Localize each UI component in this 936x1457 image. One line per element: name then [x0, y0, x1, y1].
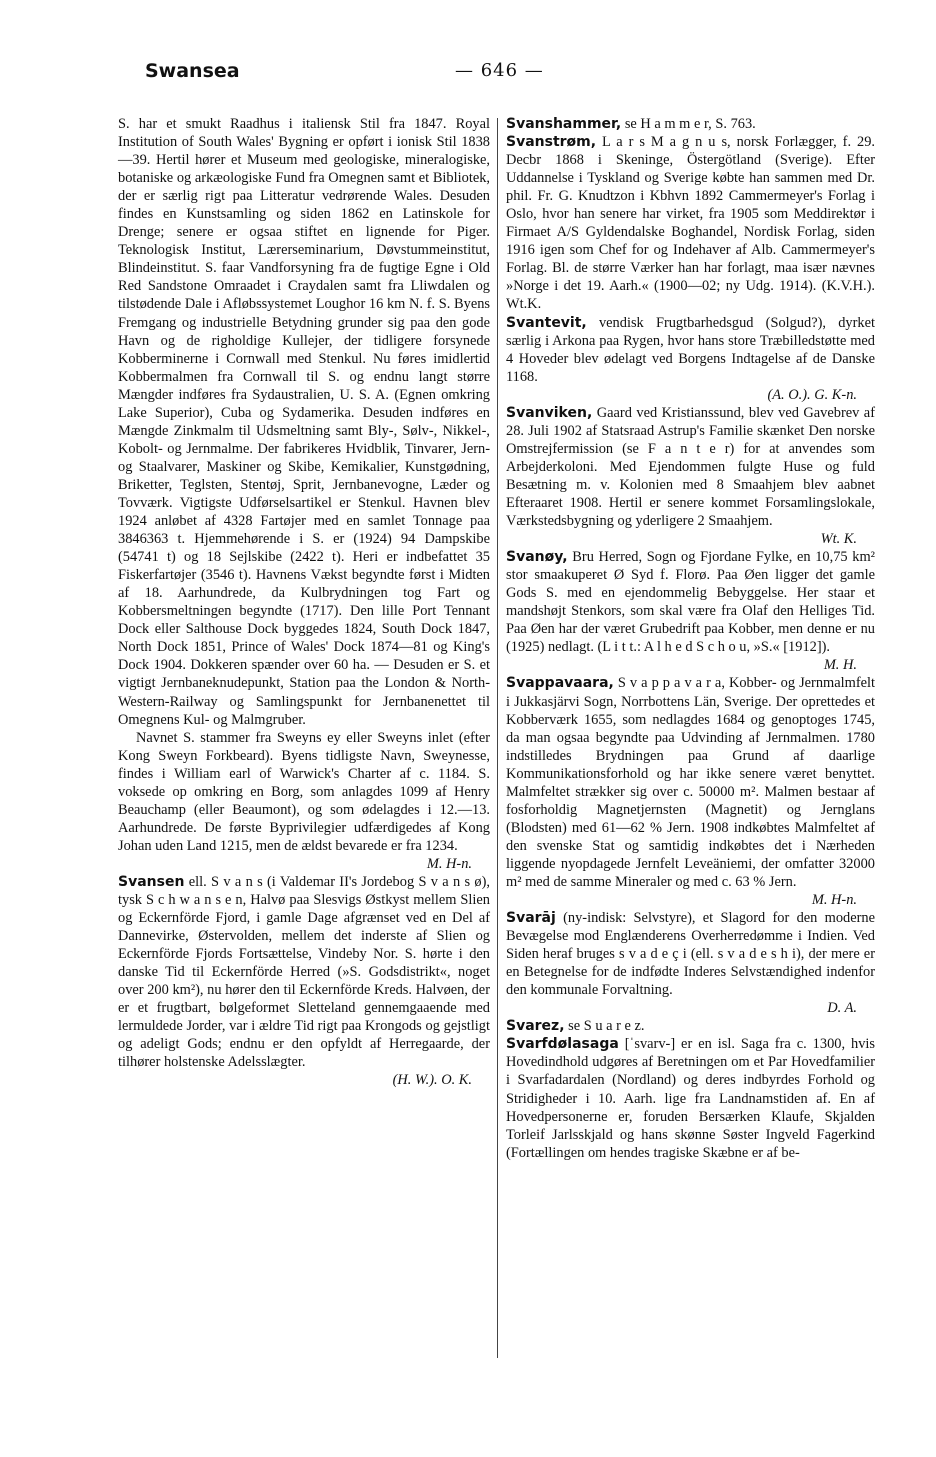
- headword: Svarāj: [506, 910, 556, 927]
- entry-svanshammer: [506, 115, 875, 133]
- entry-svanviken: [506, 404, 875, 548]
- headword: Svantevit,: [506, 314, 587, 331]
- author-signature: Wt. K.: [820, 531, 857, 548]
- headword: Svansen: [118, 873, 185, 890]
- author-signature: M. H.: [823, 657, 857, 674]
- running-head: Swansea: [145, 60, 240, 82]
- paragraph-swansea-name: [118, 729, 490, 873]
- paragraph-text: Navnet S. stammer fra Sweyns ey eller Sweyns inlet (efter Kong Sweyn Forkbeard). Byens tidligste Navn, Sweynesse, findes i William earl of Warwick's Charter af c. 1184. S. voksede op omkring en Borg, som anlagdes 1099 af Henry Beauchamp (eller Beaumont), og som ødelagdes i 12.—13. Aarhundrede. De første Byprivilegier udfærdigedes af Kong Johan uden Land 1215, men de ældst bevarede er fra 1234.: [118, 729, 490, 854]
- headword: Svanstrøm,: [506, 134, 597, 151]
- entry-svarez: [506, 1017, 875, 1035]
- entry-svanstrom: [506, 133, 875, 313]
- left-column: [118, 115, 490, 1090]
- entry-svappavaara: [506, 674, 875, 909]
- entry-text: L a r s M a g n u s, norsk Forlægger, f. 29. Decbr 1868 i Skeninge, Östergötland (Sverige). Efter Uddannelse i Tyskland og Sverige købte han sammen med Dr. phil. Fr. G. Knudtzon i Kbhvn 1892 Cammermeyer's Forlag i Oslo, hvor han senere har virket, fra 1905 som Meddirektør i Firmaet A/S Gyldendalske Boghandel, Nordisk Forlag, siden 1916 igen som Chef for og Indehaver af Alb. Cammermeyer's Forlag. Bl. de større Værker han har forlagt, maa især nævnes »Norge i det 19. Aarh.« (1900—02; ny Udg. 1914). (K.V.H.). Wt.K.: [506, 134, 875, 313]
- entry-svantevit: [506, 314, 875, 404]
- entry-text: S v a p p a v a r a, Kobber- og Jernmalmfelt i Jukkasjärvi Sogn, Norrbottens Län, Sverige. Der oprettedes et Kobberværk 1655, som nedlagdes 1684 og genoptoges 1745, da man ogsaa begyndte paa Udvinding af Jernmalmen. 1780 indstilledes Brydningen paa Grund af daarlige Kommunikationsforhold og har ikke senere været benyttet. Malmfeltet strækker sig over c. 50000 m². Malmen bestaar af fosforholdig Magnetjernsten (Magnetit) og Jernglans (Blodsten) med 61—62 % Jern. 1908 indkøbtes Malmfeltet af den svenske Stat og samtidig indkøbtes det i Nærheden liggende nyopdagede Jernfelt Leveäniemi, der omfatter 32000 m² med de samme Mineraler og med c. 63 % Jern.: [506, 675, 875, 890]
- headword: Svarez,: [506, 1018, 565, 1035]
- entry-text: [ˈsvarv-] er en isl. Saga fra c. 1300, hvis Hovedindhold udgøres af Beretningen om et Par Hovedfamilier i Svarfadardalen (Nordland) og deres indbyrdes Forhold og Stridigheder i 10. Aarh. lige fra Landnamstiden af. En af Hovedpersonerne er, foruden Bersærken Klaufe, Skjalden Torleif Jarlsskjald og hans skønne Søster Ingveld Fagerkind (Fortællingen om hendes tragiske Skæbne er af be-: [506, 1036, 876, 1161]
- entry-text: vendisk Frugtbarhedsgud (Solgud?), dyrket særlig i Arkona paa Rygen, hvor hans store Træbilledstøtte med 4 Hoveder blev ødelagt ved Borgens Indtagelse af de Danske 1168.: [506, 314, 875, 385]
- page-header: [0, 60, 936, 90]
- page-number: — 646 —: [455, 60, 544, 81]
- entry-text: se H a m m e r, S. 763.: [624, 116, 756, 132]
- headword: Svanshammer,: [506, 116, 622, 132]
- entry-svarfdolasaga: [506, 1035, 875, 1161]
- entry-text: Gaard ved Kristianssund, blev ved Gavebrev af 28. Juli 1902 af Statsraad Astrup's Familie skænket Den norske Omstrejfermission (se F a n t e r) for at anvendes som Arbejderkoloni. Med Ejendommen fulgte Huse og fuld Besætning m. v. Kolonien med 8 Smaahjem blev aabnet Efteraaret 1908. Hertil er senere kommet Forsamlingslokale, Værkstedsbygning og yderligere 2 Smaahjem.: [506, 404, 875, 530]
- author-signature: (A. O.). G. K-n.: [767, 386, 857, 403]
- author-signature: M. H-n.: [426, 855, 472, 872]
- entry-svanoy: [506, 548, 875, 674]
- entry-svansen: [118, 873, 490, 1090]
- headword: Svappavaara,: [506, 675, 614, 692]
- headword: Svarfdølasaga: [506, 1036, 619, 1053]
- entry-text: se S u a r e z.: [568, 1018, 645, 1035]
- entry-text: Bru Herred, Sogn og Fjordane Fylke, en 10,75 km² stor smaakuperet Ø Syd f. Florø. Paa Øen ligger det gamle Gods S. med en ejendommelig Bebyggelse. Her staar et mandshøjt Stenkors, som skal være fra Olaf den Helliges Tid. Paa Øen har der været Grubedrift paa Kobber, men denne er nu (1925) nedlagt. (L i t t.: A l h e d S c h o u, »S.« [1912]).: [506, 549, 875, 656]
- headword: Svanøy,: [506, 549, 568, 566]
- entry-text: ell. S v a n s (i Valdemar II's Jordebog S v a n s ø), tysk S c h w a n s e n, Halvø paa Slesvigs Østkyst mellem Slien og Eckernförde Fjord, i gamle Dage afgrænset ved en Del af Dannevirke, Østervolden, mellem det inderste af Slien og Eckernförde Fjords Fortsættelse, Vindeby Nor. S. hørte i den danske Tid til Eckernförde Herred (»S. Godsdistrikt«, noget over 200 km²), nu hører den til Eckernförde Kreds. Halvøen, der er et frugtbart, bølgeformet Sletteland gennemgaaende med lermuldede Jorder, var i ældre Tid rigt paa Krongods og gejstligt og adeligt Gods; endnu er den opfyldt af Herregaarde, der tilhører holstenske Adelsslægter.: [118, 873, 490, 1071]
- author-signature: (H. W.). O. K.: [392, 1072, 472, 1089]
- column-divider: [497, 118, 498, 1358]
- entry-svaraj: [506, 909, 875, 1017]
- headword: Svanviken,: [506, 404, 593, 421]
- author-signature: D. A.: [827, 1000, 857, 1017]
- paragraph-swansea-description: S. har et smukt Raadhus i italiensk Stil fra 1847. Royal Institution of South Wales' Bygning er opført i ionisk Stil 1838—39. Hertil hører et Museum med geologiske, mineralogiske, botaniske og arkæologiske Fund fra Omegnen samt et Bibliotek, der er særlig rigt paa Litteratur vedrørende Wales. Desuden findes en Kunstsamling og siden 1862 en Latinskole for Drenge; senere er ogsaa stiftet en lignende for Piger. Teknologisk Institut, Lærerseminarium, Døvstummeinstitut, Blindeinstitut. S. faar Vandforsyning fra de fugtige Egne i Old Red Sandstone Omraadet i Craydalen samt fra Lliwdalen og tilstødende Dale i Afløbssystemet Loughor 16 km N. f. S. Byens Fremgang og industrielle Betydning grunder sig paa den gode Havn og de righoldige Kullejer, der tidligere forsynede Kobberminerne i Cornwall med Stenkul. Nu føres imidlertid Kobbermalmen fra Cornwall til S. og endnu langt større Mængder indføres fra Sydaustralien, U. S. A. (Egnen omkring Lake Superior), Cuba og Sydamerika. Desuden indføres en Mængde Zinkmalm til Udsmeltning samt Bly-, Sølv-, Nikkel-, Kobolt- og Jernmalme. Der fabrikeres Hvidblik, Tinvarer, Jern- og Staalvarer, Maskiner og Skibe, Kemikalier, Kunstgødning, Briketter, Teglsten, Stentøj, Sprit, Jernbanevogne, Læder og Tovværk. Vigtigste Udførselsartikel er Stenkul. Havnen blev 1924 anløbet af 4328 Fartøjer med en samlet Tonnage paa 3846363 t. Hjemmehørende i S. er (1924) 94 Dampskibe (54741 t) og 18 Sejlskibe (2422 t). Heri er indbefattet 35 Fiskerfartøjer (3546 t). Havnens Vækst begyndte først i Midten af 18. Aarhundrede, da Kulbrydningen tog Fart og Kobbersmeltningen begyndte (1717). Den lille Port Tennant Dock eller Salthouse Dock byggedes 1824, South Dock 1847, North Dock 1851, Prince of Wales' Dock 1874—81 og King's Dock 1904. Dokkeren spænder over 60 ha. — Desuden er S. et vigtigt Jernbaneknudepunkt, Station paa the London & North-Western-Railway og Samlingspunkt for Jernbanenettet til Omegnens Kul- og Malmgruber.: [118, 116, 490, 728]
- author-signature: M. H-n.: [811, 892, 857, 909]
- entry-text: (ny-indisk: Selvstyre), et Slagord for den moderne Bevægelse mod Englænderens Overherredømme i Indien. Ved Siden heraf bruges s v a d e ç i (ell. s v a d e s h i), der mere er en Betegnelse for de indfødte Inderes Selvstændighed indenfor den kommunale Forvaltning.: [506, 910, 875, 999]
- right-column: [506, 115, 875, 1162]
